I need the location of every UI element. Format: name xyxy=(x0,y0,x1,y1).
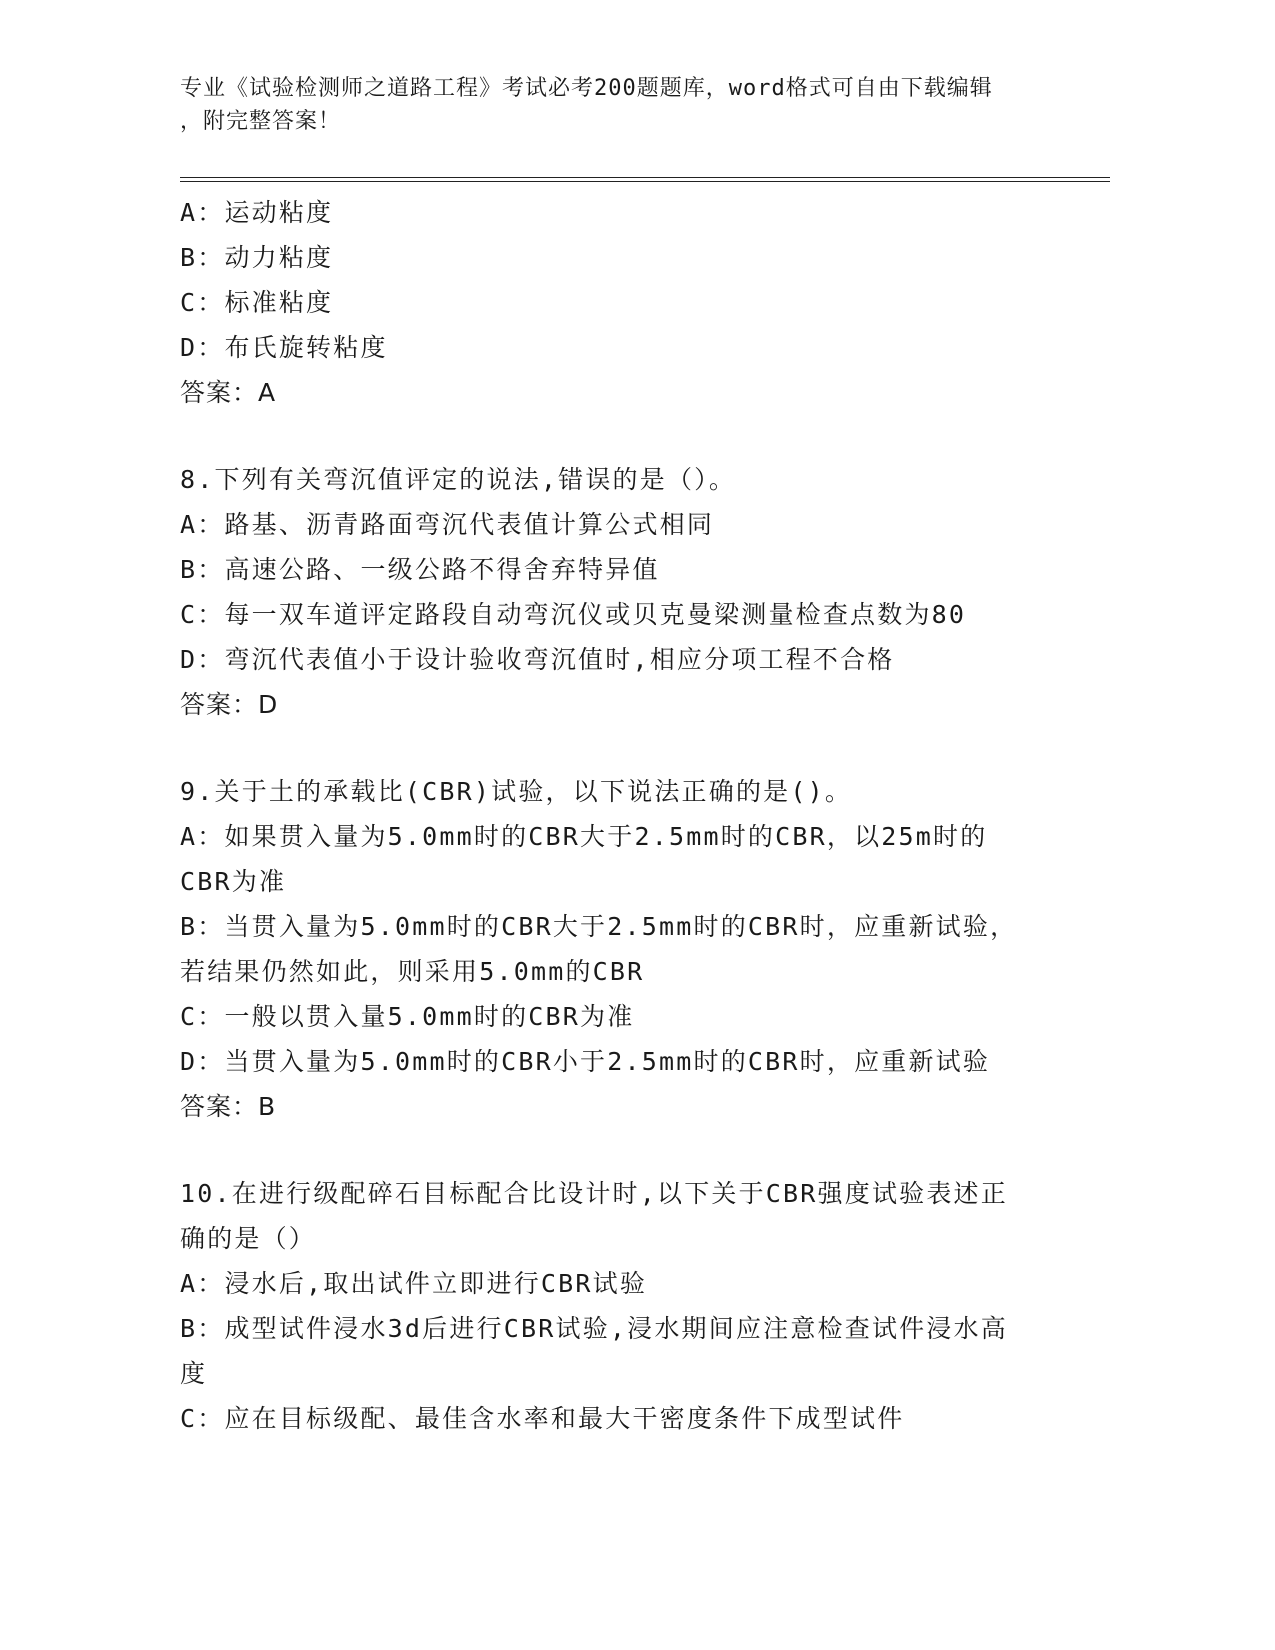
option-a-continued: CBR为准 xyxy=(180,867,287,896)
header-line-2: ，附完整答案！ xyxy=(180,109,342,134)
option-b: B：成型试件浸水3d后进行CBR试验,浸水期间应注意检查试件浸水高 xyxy=(180,1314,1008,1343)
option-c: C：一般以贯入量5.0mm时的CBR为准 xyxy=(180,1002,635,1031)
question-text: 9.关于土的承载比(CBR)试验，以下说法正确的是()。 xyxy=(180,777,853,806)
option-d: D：当贯入量为5.0mm时的CBR小于2.5mm时的CBR时，应重新试验 xyxy=(180,1047,991,1076)
question-9 xyxy=(180,769,1080,1129)
question-8 xyxy=(180,457,1080,727)
header-line-1: 专业《试验检测师之道路工程》考试必考200题题库，word格式可自由下载编辑 xyxy=(180,76,993,101)
option-d: D：弯沉代表值小于设计验收弯沉值时,相应分项工程不合格 xyxy=(180,645,895,674)
option-b-continued: 度 xyxy=(180,1359,208,1388)
option-d: D：布氏旋转粘度 xyxy=(180,333,388,362)
document-header xyxy=(180,72,1060,138)
question-text: 10.在进行级配碎石目标配合比设计时,以下关于CBR强度试验表述正 xyxy=(180,1179,1008,1208)
question-7 xyxy=(180,190,1080,415)
header-divider-bottom xyxy=(180,181,1110,182)
option-b: B：动力粘度 xyxy=(180,243,334,272)
option-b-continued: 若结果仍然如此，则采用5.0mm的CBR xyxy=(180,957,645,986)
option-c: C：每一双车道评定路段自动弯沉仪或贝克曼梁测量检查点数为80 xyxy=(180,600,967,629)
question-text: 8.下列有关弯沉值评定的说法,错误的是（）。 xyxy=(180,465,737,494)
option-b: B：高速公路、一级公路不得舍弃特异值 xyxy=(180,555,660,584)
spacer xyxy=(180,415,1080,457)
option-a: A：浸水后,取出试件立即进行CBR试验 xyxy=(180,1269,648,1298)
answer-label: 答案：D xyxy=(180,690,279,719)
option-b: B：当贯入量为5.0mm时的CBR大于2.5mm时的CBR时，应重新试验， xyxy=(180,912,1018,941)
option-a: A：运动粘度 xyxy=(180,198,334,227)
header-divider-top xyxy=(180,177,1110,178)
option-c: C：应在目标级配、最佳含水率和最大干密度条件下成型试件 xyxy=(180,1404,905,1433)
question-text-continued: 确的是（） xyxy=(180,1224,317,1253)
spacer xyxy=(180,727,1080,769)
question-list xyxy=(180,190,1080,1441)
option-c: C：标准粘度 xyxy=(180,288,334,317)
option-a: A：路基、沥青路面弯沉代表值计算公式相同 xyxy=(180,510,715,539)
spacer xyxy=(180,1129,1080,1171)
answer-label: 答案：B xyxy=(180,1092,277,1121)
question-10 xyxy=(180,1171,1080,1441)
option-a: A：如果贯入量为5.0mm时的CBR大于2.5mm时的CBR，以25m时的 xyxy=(180,822,988,851)
answer-label: 答案：A xyxy=(180,378,277,407)
